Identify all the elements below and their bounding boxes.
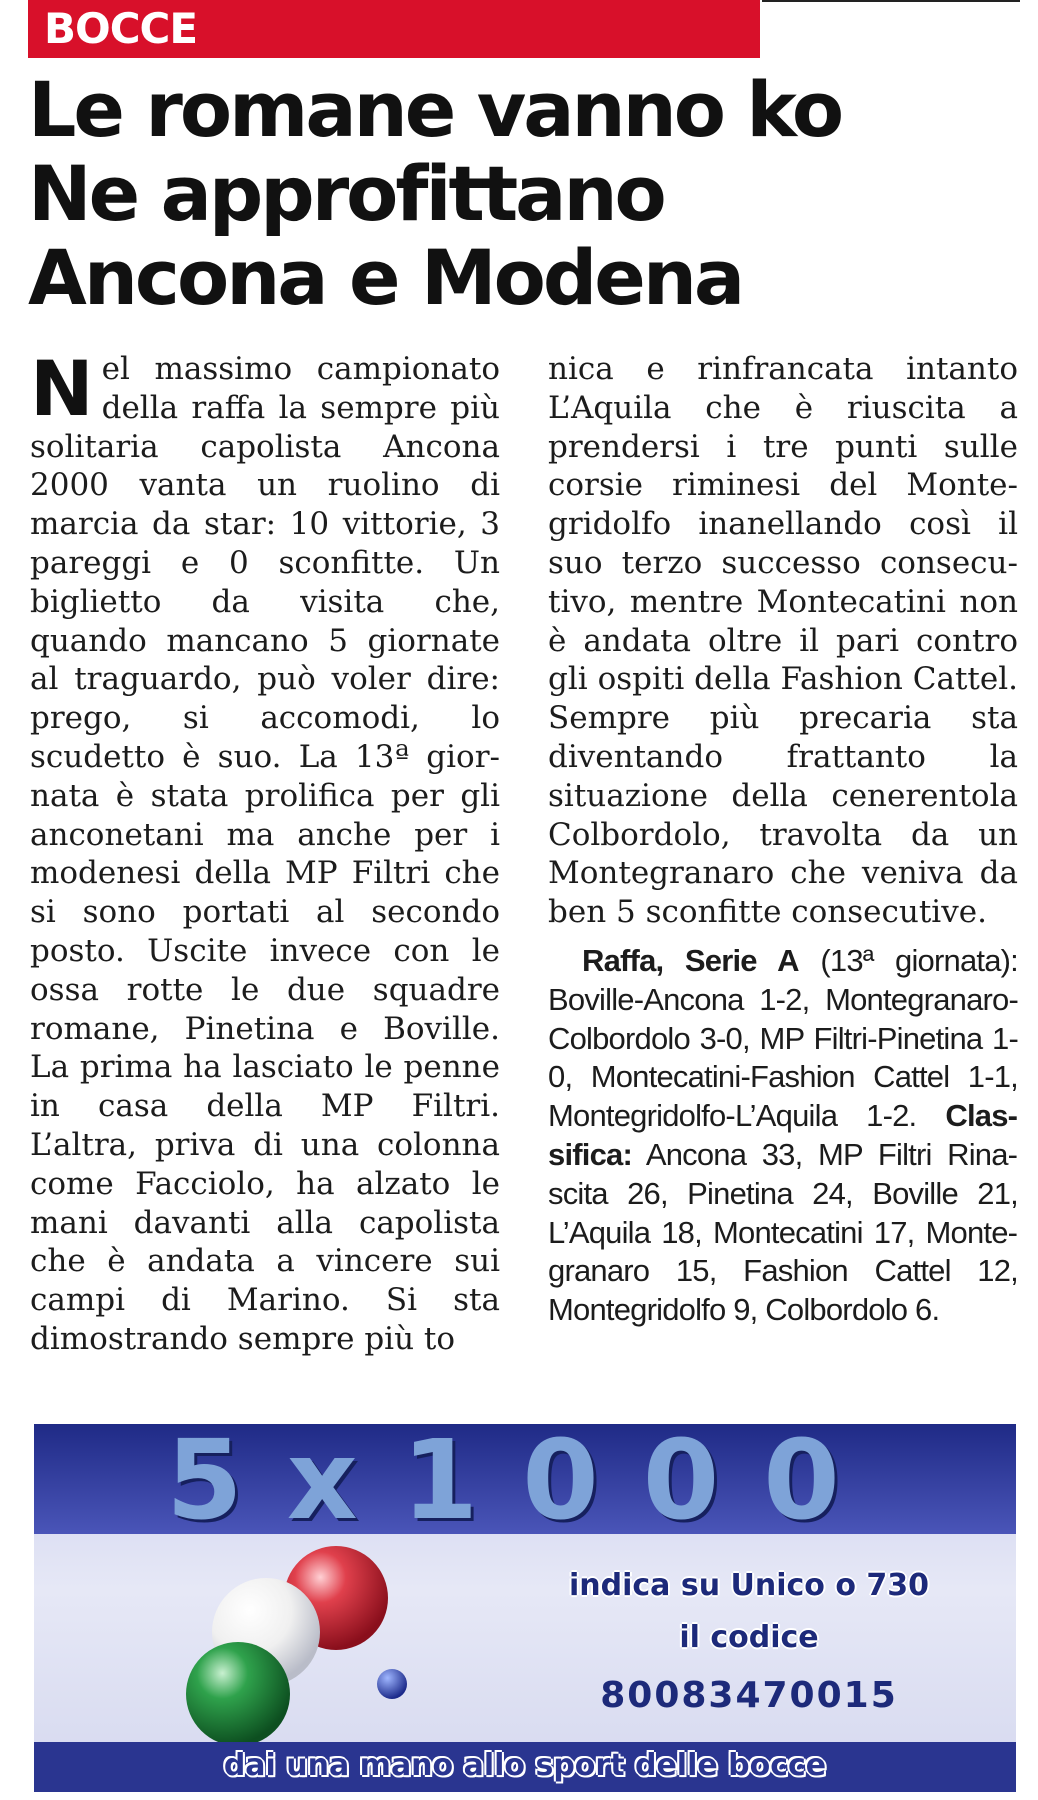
results-heading: Raffa, Serie A xyxy=(582,942,799,978)
bocce-balls-image xyxy=(154,1534,454,1744)
article-body-left: el massimo campionato della raffa la sempre più solitaria capolista Ancona 2000 vanta un ruolino di marcia da star: 10 vittorie, 3 pareggi e 0 sconfitte. Un biglietto da visita che, quando mancano 5 giornate al traguardo, può voler dire: prego, si accomodi, lo scudetto è suo. La 13ª giornata è stata prolifica per gli anconetani ma anche per i modenesi della MP Filtri che si sono portati al secondo posto. Uscite invece con le ossa rotte le due squadre romane, Pinetina e Boville. La prima ha lasciato le penne in casa della MP Filtri. L’altra, priva di una colonna come Facciolo, ha alzato le mani davanti alla capolista che è andata a vincere sui campi di Marino. Si sta dimostrando sempre più to xyxy=(30,351,500,1357)
ad-tax-code: 80083470015 xyxy=(600,1675,898,1716)
section-label: BOCCE xyxy=(44,4,198,53)
advertisement-banner xyxy=(34,1424,1016,1792)
article-paragraph xyxy=(30,344,500,1359)
headline xyxy=(28,65,1018,322)
drop-cap: N xyxy=(30,344,94,433)
jack-ball xyxy=(377,1669,407,1699)
results-text: Boville-Ancona 1-2, Montegranaro-Colbordolo 3-0, MP Filtri-Pinetina 1-0, Montecatini-Fashion Cattel 1-1, Montegridolfo-L’Aquila 1-2. xyxy=(548,981,1018,1134)
ad-text-line-2: il codice xyxy=(679,1620,819,1655)
headline-line-3: Ancona e Modena xyxy=(28,233,743,322)
top-rule xyxy=(762,0,1020,2)
article-body-right: nica e rinfrancata intanto L’Aquila che è riuscita a prendersi i tre punti sulle corsie riminesi del Montegridolfo inanellando così il suo terzo successo consecutivo, mentre Montecatini non è andata oltre il pari contro gli ospiti della Fashion Cattel. Sempre più precaria sta diventando frattanto la situazione della cenerentola Colbordolo, travolta da un Montegranaro che veniva da ben 5 sconfitte consecutive. xyxy=(548,351,1018,931)
article-column-left xyxy=(30,344,500,1359)
headline-line-1: Le romane vanno ko xyxy=(28,65,842,154)
results-box xyxy=(548,942,1018,1330)
ad-title: 5x1000 xyxy=(166,1424,884,1544)
standings-heading: Classifica: xyxy=(548,1098,1018,1172)
article-column-right xyxy=(548,350,1018,1330)
standings-text: Ancona 33, MP Filtri Rinascita 26, Pinetina 24, Boville 21, L’Aquila 18, Montecatini 17, Montegranaro 15, Fashion Cattel 12, Montegridolfo 9, Colbordolo 6. xyxy=(548,1136,1018,1328)
ad-text-line-1: indica su Unico o 730 xyxy=(568,1568,930,1603)
ad-slogan: dai una mano allo sport delle bocce xyxy=(223,1748,827,1783)
results-round: (13ª giornata): xyxy=(820,942,1018,978)
green-ball xyxy=(186,1642,290,1744)
headline-line-2: Ne approfittano xyxy=(28,149,664,238)
